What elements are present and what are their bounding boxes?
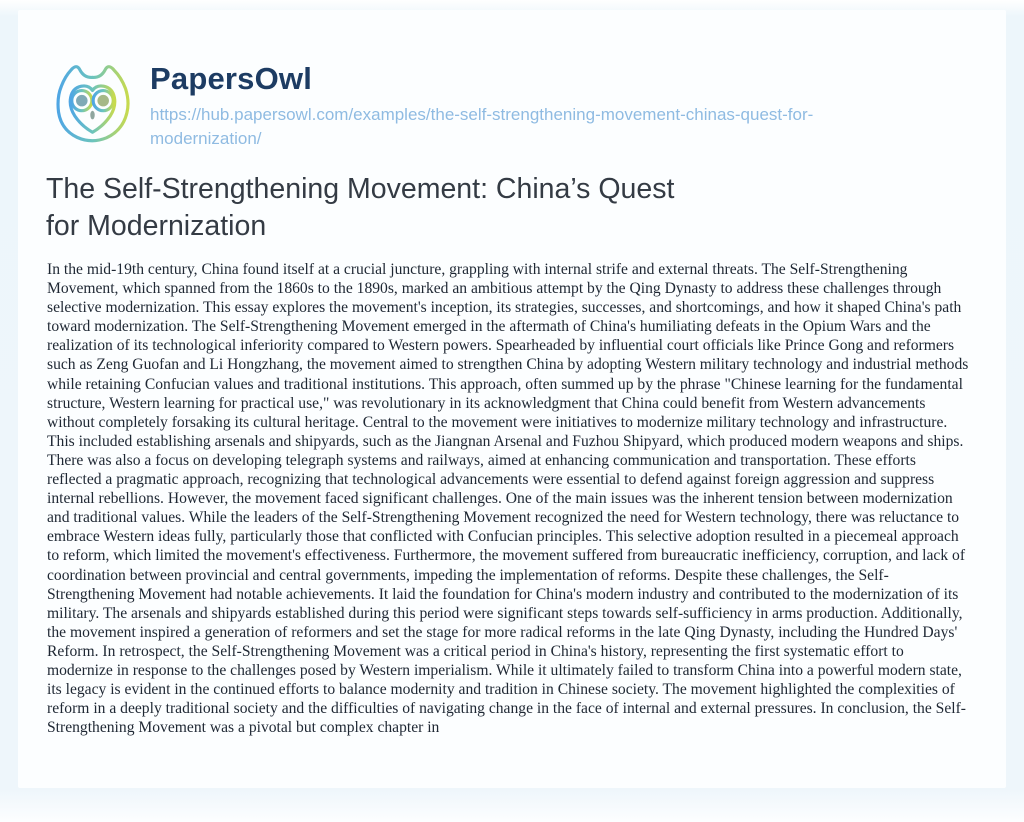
essay-body-paragraph: In the mid-19th century, China found itself at a crucial juncture, grappling with internal strife and external threats. The Self-Strengthening Movement, which spanned from the 1860s to the 1890s, marked an ambitious attempt by the Qing Dynasty to address these challenges through selective modernization. This essay explores the movement's inception, its strategies, successes, and shortcomings, and how it shaped China's path toward modernization. The Self-Strengthening Movement emerged in the aftermath of China's humiliating defeats in the Opium Wars and the realization of its technological inferiority compared to Western powers. Spearheaded by influential court officials like Prince Gong and reformers such as Zeng Guofan and Li Hongzhang, the movement aimed to strengthen China by adopting Western military technology and industrial methods while retaining Confucian values and traditional institutions. This approach, often summed up by the phrase "Chinese learning for the fundamental structure, Western learning for practical use," was revolutionary in its acknowledgment that China could benefit from Western advancements without completely forsaking its cultural heritage. Central to the movement were initiatives to modernize military technology and infrastructure. This included establishing arsenals and shipyards, such as the Jiangnan Arsenal and Fuzhou Shipyard, which produced modern weapons and ships. There was also a focus on developing telegraph systems and railways, aimed at enhancing communication and transportation. These efforts reflected a pragmatic approach, recognizing that technological advancements were essential to defend against foreign aggression and suppress internal rebellions. However, the movement faced significant challenges. One of the main issues was the inherent tension between modernization and traditional values. While the leaders of the Self-Strengthening Movement recognized the need for Western technology, there was reluctance to embrace Western ideas fully, particularly those that conflicted with Confucian principles. This selective adoption resulted in a piecemeal approach to reform, which limited the movement's effectiveness. Furthermore, the movement suffered from bureaucratic inefficiency, corruption, and lack of coordination between provincial and central governments, impeding the implementation of reforms. Despite these challenges, the Self-Strengthening Movement had notable achievements. It laid the foundation for China's modern industry and contributed to the modernization of its military. The arsenals and shipyards established during this period were significant steps towards self-sufficiency in arms production. Additionally, the movement inspired a generation of reformers and set the stage for more radical reforms in the late Qing Dynasty, including the Hundred Days' Reform. In retrospect, the Self-Strengthening Movement was a critical period in China's history, representing the first systematic effort to modernize in response to the challenges posed by Western imperialism. While it ultimately failed to transform China into a powerful modern state, its legacy is evident in the continued efforts to balance modernity and tradition in Chinese society. The movement highlighted the complexities of reform in a deeply traditional society and the difficulties of navigating change in the face of internal and external pressures. In conclusion, the Self-Strengthening Movement was a pivotal but complex chapter in xyxy=(47,261,969,737)
essay-title: The Self-Strengthening Movement: China’s Quest for Modernization xyxy=(46,173,675,242)
brand-wordmark: PapersOwl xyxy=(150,61,313,96)
papersowl-logo xyxy=(46,56,139,149)
source-url-link[interactable]: https://hub.papersowl.com/examples/the-self-strengthening-movement-chinas-quest-for-modernization/ xyxy=(150,105,814,148)
owl-logo-icon xyxy=(46,136,139,153)
